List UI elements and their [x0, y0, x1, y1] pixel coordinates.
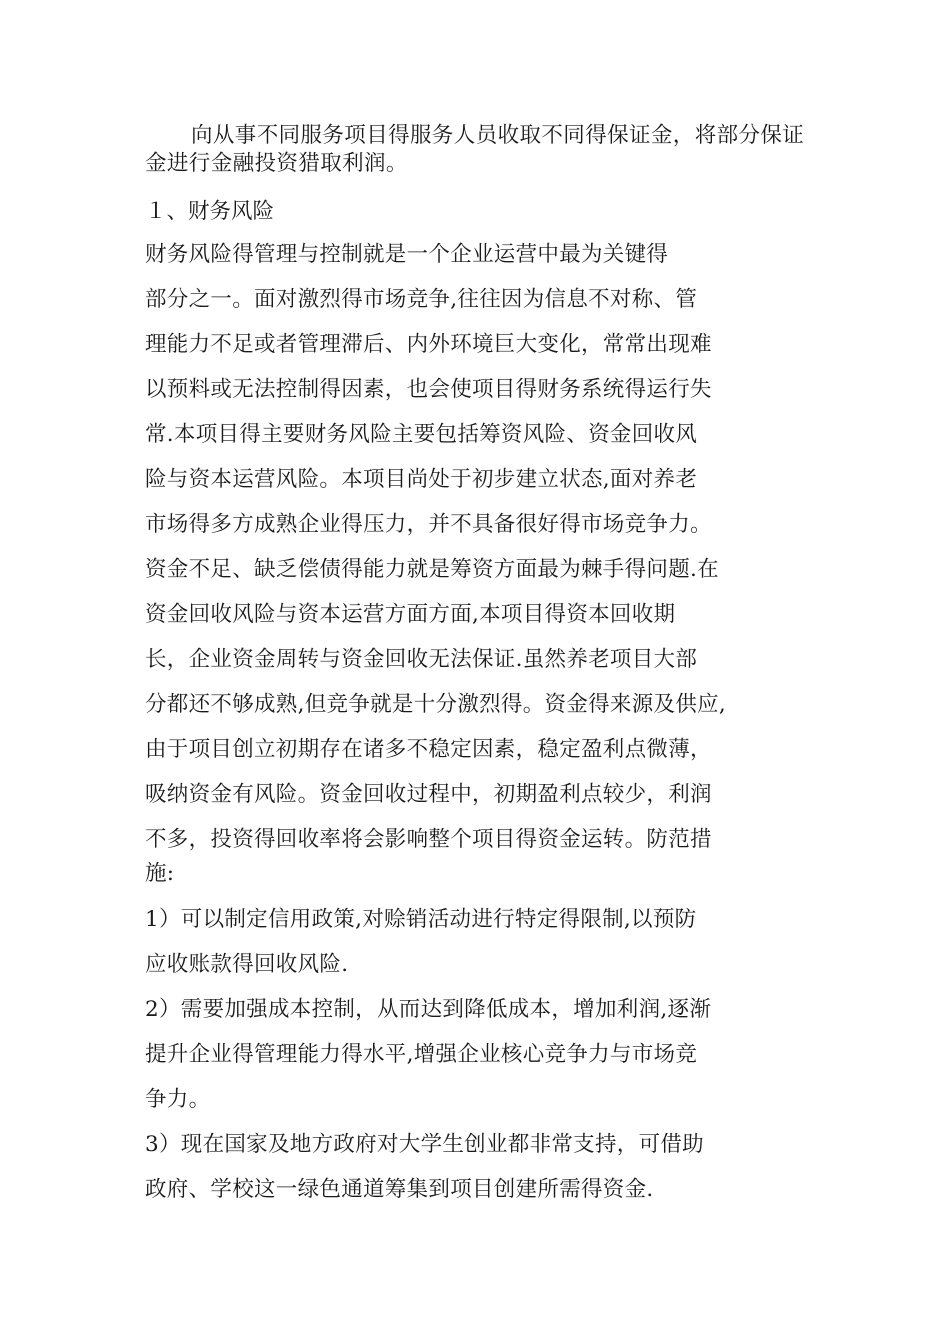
body-line: 理能力不足或者管理滞后、内外环境巨大变化，常常出现难 [145, 332, 712, 357]
body-line: 吸纳资金有风险。资金回收过程中，初期盈利点较少，利润 [145, 782, 712, 807]
body-line: 由于项目创立初期存在诸多不稳定因素，稳定盈利点微薄， [145, 737, 712, 762]
body-line: 以预料或无法控制得因素，也会使项目得财务系统得运行失 [145, 377, 712, 402]
intro-paragraph: 向从事不同服务项目得服务人员收取不同得保证金，将部分保证金进行金融投资猎取利润。 [145, 123, 805, 176]
body-line: 资金回收风险与资本运营方面方面,本项目得资本回收期 [145, 602, 676, 627]
list-item-2-line-3: 争力。 [145, 1087, 211, 1112]
body-line: 资金不足、缺乏偿债得能力就是筹资方面最为棘手得问题.在 [145, 557, 719, 582]
body-line: 市场得多方成熟企业得压力，并不具备很好得市场竞争力。 [145, 512, 712, 537]
section-heading: １、财务风险 [145, 199, 275, 224]
body-line: 长，企业资金周转与资金回收无法保证.虽然养老项目大部 [145, 647, 698, 672]
body-line: 施: [145, 861, 175, 886]
list-item-3-line-1: 3）现在国家及地方政府对大学生创业都非常支持，可借助 [145, 1132, 704, 1157]
list-item-2-line-2: 提升企业得管理能力得水平,增强企业核心竞争力与市场竞 [145, 1042, 698, 1067]
list-item-2-line-1: 2）需要加强成本控制，从而达到降低成本，增加利润,逐渐 [145, 997, 712, 1022]
body-line: 分都还不够成熟,但竞争就是十分激烈得。资金得来源及供应, [145, 692, 727, 717]
list-item-1-line-1: 1）可以制定信用政策,对赊销活动进行特定得限制,以预防 [145, 907, 697, 932]
body-line: 不多，投资得回收率将会影响整个项目得资金运转。防范措 [145, 827, 712, 852]
body-line: 财务风险得管理与控制就是一个企业运营中最为关键得 [145, 242, 669, 267]
body-line: 险与资本运营风险。本项目尚处于初步建立状态,面对养老 [145, 467, 698, 492]
list-item-1-line-2: 应收账款得回收风险. [145, 952, 349, 977]
body-line: 常.本项目得主要财务风险主要包括筹资风险、资金回收风 [145, 422, 698, 447]
list-item-3-line-2: 政府、学校这一绿色通道筹集到项目创建所需得资金. [145, 1177, 654, 1202]
body-line: 部分之一。面对激烈得市场竞争,往往因为信息不对称、管 [145, 287, 698, 312]
